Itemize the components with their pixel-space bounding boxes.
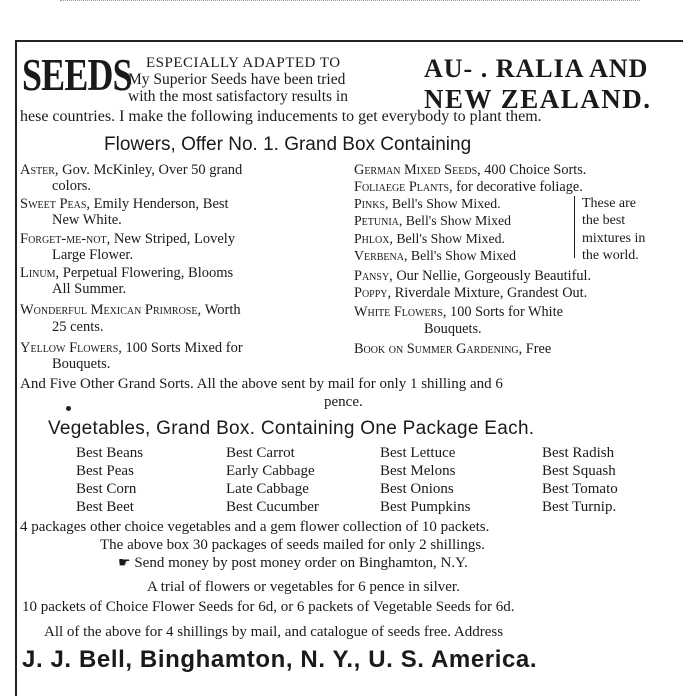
especially-line: ESPECIALLY ADAPTED TO bbox=[146, 55, 341, 71]
pence-line: pence. bbox=[324, 394, 363, 410]
flower-description: 100 Sorts Mixed for bbox=[125, 340, 243, 356]
vegetable-item: Late Cabbage bbox=[226, 481, 309, 497]
flower-line bbox=[354, 249, 516, 263]
flower-name: Aster, bbox=[20, 162, 63, 178]
flower-description: Bell's Show Mixed. bbox=[396, 231, 506, 246]
flower-name: Book on Summer Gardening, bbox=[354, 341, 526, 357]
flower-name: Petunia, bbox=[354, 213, 406, 228]
flower-line bbox=[52, 179, 91, 194]
flower-description: Free bbox=[525, 341, 552, 357]
flower-line bbox=[424, 322, 482, 336]
address-footer: J. J. Bell, Binghamton, N. Y., U. S. America. bbox=[22, 646, 538, 673]
flower-description: Bouquets. bbox=[424, 321, 482, 337]
vegetable-item: Best Peas bbox=[76, 463, 134, 479]
flower-description: Bell's Show Mixed bbox=[410, 248, 517, 263]
flower-name: White Flowers, bbox=[354, 304, 451, 320]
vegetable-item: Best Pumpkins bbox=[380, 499, 471, 515]
intro-line: hese countries. I make the following inducements to get everybody to plant them. bbox=[20, 108, 542, 125]
vegetable-item: Best Melons bbox=[380, 463, 456, 479]
flower-line bbox=[354, 305, 563, 319]
aside-divider bbox=[574, 196, 575, 258]
ink-dot bbox=[66, 406, 71, 411]
new-zealand-heading: NEW ZEALAND. bbox=[424, 84, 652, 114]
flower-description: All Summer. bbox=[52, 281, 127, 297]
flower-line bbox=[354, 269, 591, 283]
flower-name: Pansy, bbox=[354, 268, 397, 284]
flower-description: Large Flower. bbox=[52, 247, 134, 263]
flower-name: Poppy, bbox=[354, 285, 395, 301]
flower-line bbox=[354, 180, 583, 194]
flower-name: Linum, bbox=[20, 265, 63, 281]
flower-line bbox=[354, 197, 501, 211]
flower-line bbox=[52, 213, 122, 228]
all-above-line: All of the above for 4 shillings by mail, and catalogue of seeds free. Address bbox=[44, 624, 504, 640]
results-line: with the most satisfactory results in bbox=[128, 88, 348, 105]
flower-name: Forget-me-not, bbox=[20, 231, 114, 247]
vegetable-item: Best Turnip. bbox=[542, 499, 617, 515]
flower-line bbox=[354, 163, 586, 177]
flower-line bbox=[52, 320, 104, 335]
top-rule bbox=[60, 0, 640, 4]
vegetable-item: Best Carrot bbox=[226, 445, 295, 461]
flowers-heading: Flowers, Offer No. 1. Grand Box Containing bbox=[104, 134, 472, 155]
flower-line bbox=[20, 232, 235, 247]
flower-line bbox=[20, 341, 243, 356]
send-money-text: Send money by post money order on Binghamton, N.Y. bbox=[134, 555, 468, 571]
flower-line bbox=[20, 303, 241, 318]
flower-line bbox=[52, 282, 126, 297]
flower-description: Riverdale Mixture, Grandest Out. bbox=[394, 285, 588, 301]
four-packages-line: 4 packages other choice vegetables and a gem flower collection of 10 packets. bbox=[20, 519, 490, 535]
five-other-line: And Five Other Grand Sorts. All the above sent by mail for only 1 shilling and 6 bbox=[20, 376, 503, 392]
flower-description: Worth bbox=[204, 302, 241, 318]
aside-line: the world. bbox=[582, 248, 639, 263]
aside-line: These are bbox=[582, 196, 637, 211]
vegetables-heading: Vegetables, Grand Box. Containing One Package Each. bbox=[48, 418, 535, 439]
flower-name: Pinks, bbox=[354, 196, 392, 211]
vegetable-item: Best Beet bbox=[76, 499, 134, 515]
flower-description: Bell's Show Mixed bbox=[405, 213, 511, 228]
flower-description: Our Nellie, Gorgeously Beautiful. bbox=[396, 268, 592, 284]
vegetable-item: Best Radish bbox=[542, 445, 615, 461]
vegetable-item: Best Cucumber bbox=[226, 499, 319, 515]
flower-name: Verbena, bbox=[354, 248, 411, 263]
pointing-hand-icon: ☛ bbox=[118, 555, 131, 571]
aside-line: mixtures in bbox=[582, 231, 646, 246]
flower-description: 100 Sorts for White bbox=[450, 304, 563, 320]
flower-description: Bouquets. bbox=[52, 356, 111, 372]
flower-description: New White. bbox=[52, 212, 122, 228]
aside-line: the best bbox=[582, 213, 626, 228]
flower-description: Bell's Show Mixed. bbox=[391, 196, 501, 211]
australia-heading: AU- . RALIA AND bbox=[424, 54, 649, 83]
flower-line bbox=[52, 357, 110, 372]
flower-description: colors. bbox=[52, 178, 92, 194]
flower-name: Foliaege Plants, bbox=[354, 179, 457, 195]
flower-description: Perpetual Flowering, Blooms bbox=[62, 265, 234, 281]
vegetable-item: Best Beans bbox=[76, 445, 144, 461]
tried-line: My Superior Seeds have been tried bbox=[128, 71, 346, 88]
flower-description: Emily Henderson, Best bbox=[93, 196, 229, 212]
flower-line bbox=[354, 342, 551, 356]
flower-name: Wonderful Mexican Primrose, bbox=[20, 302, 205, 318]
vegetable-item: Best Tomato bbox=[542, 481, 618, 497]
thirty-packages-line: The above box 30 packages of seeds mailed for only 2 shillings. bbox=[100, 537, 485, 553]
flower-description: for decorative foliage. bbox=[456, 179, 583, 195]
flower-name: Yellow Flowers, bbox=[20, 340, 126, 356]
vegetable-item: Early Cabbage bbox=[226, 463, 315, 479]
ten-packets-line: 10 packets of Choice Flower Seeds for 6d, or 6 packets of Vegetable Seeds for 6d. bbox=[22, 599, 515, 615]
vegetable-item: Best Lettuce bbox=[380, 445, 456, 461]
flower-name: Sweet Peas, bbox=[20, 196, 94, 212]
flower-description: New Striped, Lovely bbox=[113, 231, 236, 247]
flower-line bbox=[354, 214, 511, 228]
seeds-title: SEEDS bbox=[22, 49, 132, 100]
trial-line: A trial of flowers or vegetables for 6 pence in silver. bbox=[147, 579, 460, 595]
flower-name: Phlox, bbox=[354, 231, 397, 246]
flower-line bbox=[52, 248, 133, 263]
flower-description: 25 cents. bbox=[52, 319, 104, 335]
flower-line bbox=[20, 266, 233, 281]
flower-line bbox=[354, 232, 505, 246]
flower-description: 400 Choice Sorts. bbox=[484, 162, 587, 178]
flower-line bbox=[20, 163, 242, 178]
send-money-line bbox=[118, 556, 468, 571]
vegetable-item: Best Onions bbox=[380, 481, 454, 497]
vegetable-item: Best Corn bbox=[76, 481, 137, 497]
flower-line bbox=[20, 197, 229, 212]
flower-line bbox=[354, 286, 587, 300]
flower-description: Gov. McKinley, Over 50 grand bbox=[62, 162, 243, 178]
vegetable-item: Best Squash bbox=[542, 463, 616, 479]
flower-name: German Mixed Seeds, bbox=[354, 162, 485, 178]
